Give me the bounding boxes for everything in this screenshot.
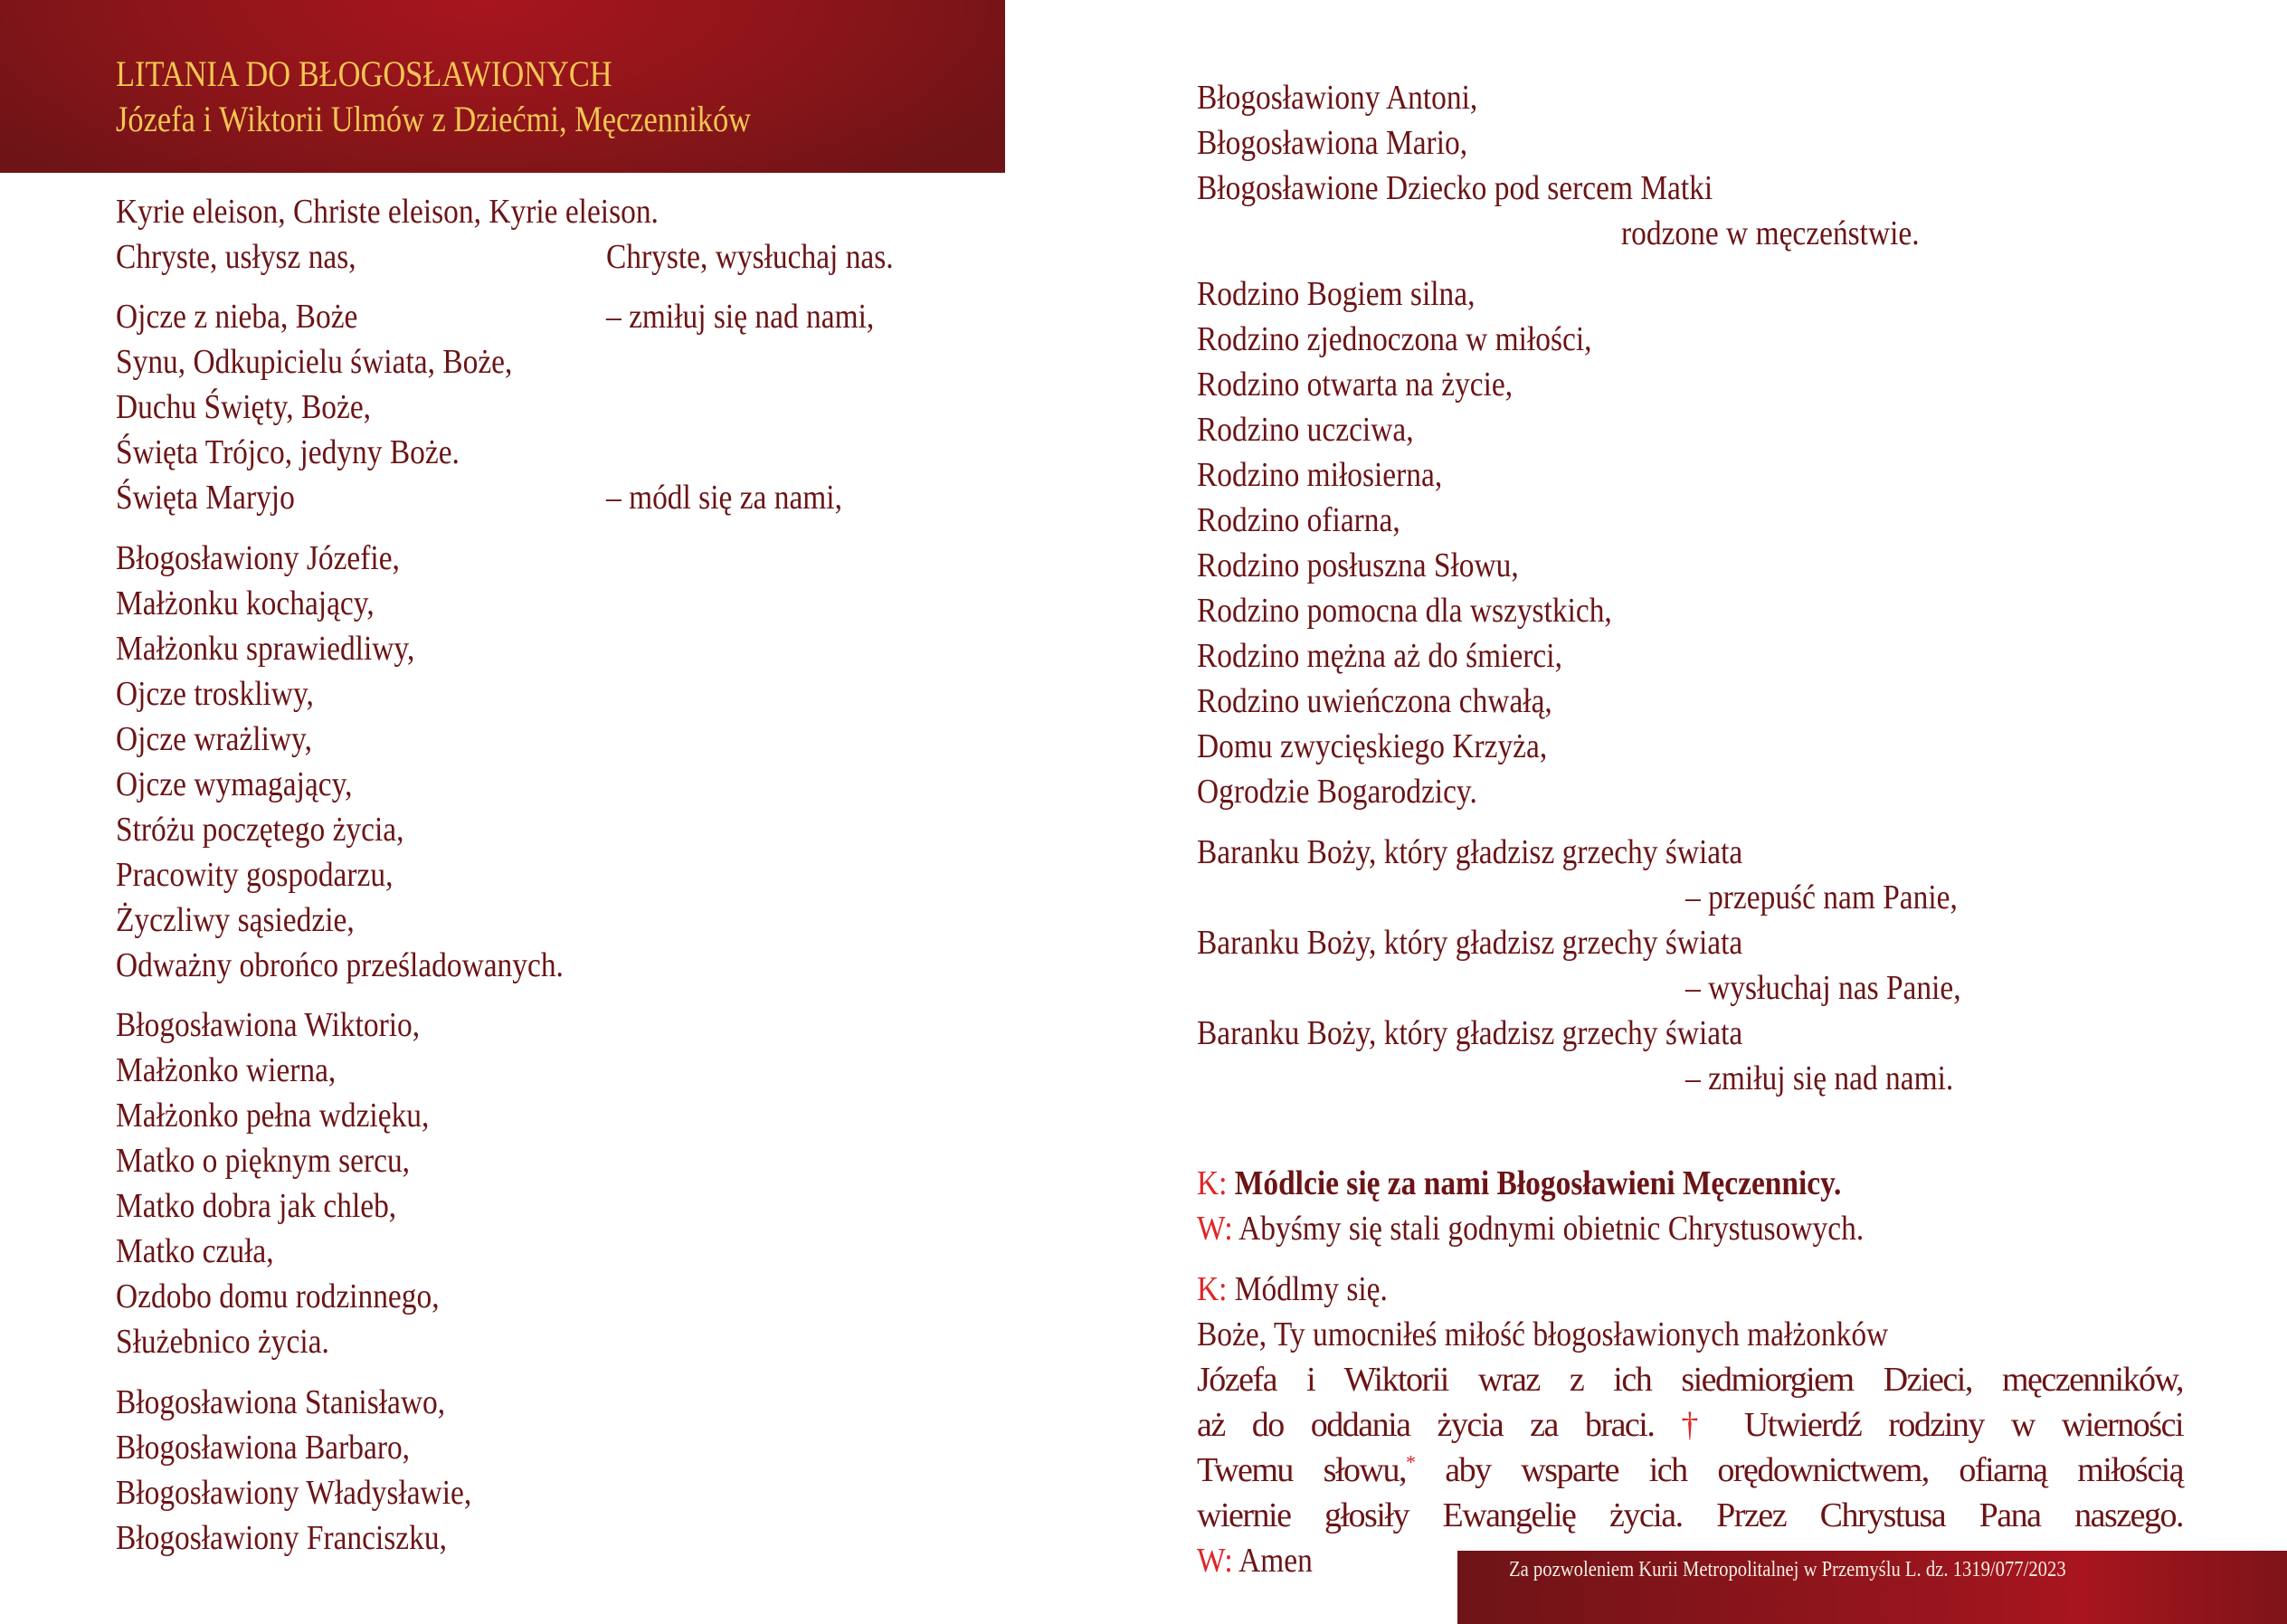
invocation: Rodzino miłosierna, bbox=[1197, 456, 1443, 494]
invocation: Błogosławiony Józefie, bbox=[116, 539, 400, 577]
agnus-dei-line: Baranku Boży, który gładzisz grzechy świata bbox=[1197, 833, 1743, 871]
amen-text: Amen bbox=[1238, 1542, 1313, 1580]
invocation: Małżonku sprawiedliwy, bbox=[116, 630, 415, 668]
invocation: Błogosławiona Mario, bbox=[1197, 124, 1468, 162]
invocation: Duchu Święty, Boże, bbox=[116, 388, 372, 426]
invocation: Rodzino ofiarna, bbox=[1197, 501, 1400, 539]
invocation: Domu zwycięskiego Krzyża, bbox=[1197, 727, 1548, 765]
invocation: Matko dobra jak chleb, bbox=[116, 1187, 397, 1225]
k-label: K: bbox=[1197, 1164, 1228, 1202]
versicle-k bbox=[1197, 1161, 1841, 1206]
invocation: Rodzino Bogiem silna, bbox=[1197, 275, 1476, 313]
invocation: Stróżu poczętego życia, bbox=[116, 811, 404, 849]
invocation: Błogosławiona Stanisławo, bbox=[116, 1383, 446, 1421]
chryste-wysluchaj: Chryste, wysłuchaj nas. bbox=[606, 238, 894, 276]
versicle-k-text: Módlcie się za nami Błogosławieni Męczennicy. bbox=[1234, 1164, 1842, 1202]
invocation: Matko czuła, bbox=[116, 1232, 274, 1270]
page-title: LITANIA DO BŁOGOSŁAWIONYCH bbox=[116, 53, 612, 94]
invocation: Ojcze z nieba, Boże bbox=[116, 298, 358, 336]
invocation: Rodzino uwieńczona chwałą, bbox=[1197, 682, 1552, 720]
page-subtitle: Józefa i Wiktorii Ulmów z Dziećmi, Męczenników bbox=[116, 99, 752, 139]
invocation: Rodzino zjednoczona w miłości, bbox=[1197, 320, 1592, 358]
invocation: Małżonko pełna wdzięku, bbox=[116, 1097, 430, 1135]
prayer-text: aż do oddania życia za braci. bbox=[1197, 1406, 1655, 1444]
invocation: Synu, Odkupicielu świata, Boże, bbox=[116, 343, 513, 381]
dagger-icon: † bbox=[1681, 1406, 1717, 1444]
imprimatur-text: Za pozwoleniem Kurii Metropolitalnej w Przemyślu L. dz. 1319/077/2023 bbox=[1509, 1558, 2066, 1581]
chryste-usłysz: Chryste, usłysz nas, bbox=[116, 238, 356, 276]
invocation: Błogosławiona Barbaro, bbox=[116, 1429, 411, 1467]
prayer-amen bbox=[1197, 1538, 1313, 1583]
prayer-line bbox=[1197, 1402, 2183, 1448]
invocation: Błogosławiony Franciszku, bbox=[116, 1519, 447, 1557]
asterisk-icon: * bbox=[1405, 1450, 1415, 1474]
invocation: Małżonko wierna, bbox=[116, 1051, 337, 1089]
prayer-text: Twemu słowu, bbox=[1197, 1451, 1406, 1489]
invocation: Ojcze wymagający, bbox=[116, 765, 353, 803]
versicle-w-text: Abyśmy się stali godnymi obietnic Chrystusowych. bbox=[1238, 1210, 1865, 1248]
agnus-dei-line: Baranku Boży, który gładzisz grzechy świata bbox=[1197, 1014, 1743, 1052]
invocation: Ozdobo domu rodzinnego, bbox=[116, 1277, 440, 1315]
prayer-line bbox=[1197, 1448, 2183, 1493]
response: – zmiłuj się nad nami, bbox=[606, 298, 875, 336]
invocation: Ogrodzie Bogarodzicy. bbox=[1197, 773, 1477, 811]
invocation: Święta Trójco, jedyny Boże. bbox=[116, 433, 460, 471]
response: – przepuść nam Panie, bbox=[1685, 878, 1958, 916]
invocation: Błogosławiony Antoni, bbox=[1197, 79, 1478, 117]
prayer-line: Józefa i Wiktorii wraz z ich siedmiorgiem Dzieci, męczenników, bbox=[1197, 1361, 2183, 1399]
kyrie-line: Kyrie eleison, Christe eleison, Kyrie eleison. bbox=[116, 193, 659, 231]
versicle-w bbox=[1197, 1206, 1864, 1251]
invocation: Święta Maryjo bbox=[116, 479, 295, 517]
invocation: Odważny obrońco prześladowanych. bbox=[116, 946, 564, 984]
invocation: Matko o pięknym sercu, bbox=[116, 1142, 411, 1180]
invocation: Błogosławiony Władysławie, bbox=[116, 1474, 472, 1512]
invocation: Rodzino otwarta na życie, bbox=[1197, 366, 1514, 404]
w-label: W: bbox=[1197, 1542, 1233, 1580]
response: – wysłuchaj nas Panie, bbox=[1685, 969, 1961, 1007]
response: – zmiłuj się nad nami. bbox=[1685, 1059, 1954, 1097]
prayer-text: Utwierdź rodziny w wierności bbox=[1743, 1406, 2183, 1444]
prayer-line: Boże, Ty umocniłeś miłość błogosławionych małżonków bbox=[1197, 1315, 1889, 1353]
invocation: Rodzino posłuszna Słowu, bbox=[1197, 546, 1519, 584]
invocation: Pracowity gospodarzu, bbox=[116, 856, 394, 894]
prayer-k bbox=[1197, 1267, 1388, 1312]
prayer-k-text: Módlmy się. bbox=[1234, 1270, 1388, 1308]
invocation: Ojcze wrażliwy, bbox=[116, 720, 312, 758]
invocation: Rodzino uczciwa, bbox=[1197, 411, 1414, 449]
invocation: Ojcze troskliwy, bbox=[116, 675, 314, 713]
invocation: Rodzino pomocna dla wszystkich, bbox=[1197, 592, 1612, 630]
invocation: Życzliwy sąsiedzie, bbox=[116, 901, 355, 939]
invocation: Błogosławione Dziecko pod sercem Matki bbox=[1197, 169, 1713, 207]
invocation: Służebnico życia. bbox=[116, 1323, 329, 1361]
invocation: Rodzino mężna aż do śmierci, bbox=[1197, 637, 1562, 675]
w-label: W: bbox=[1197, 1210, 1233, 1248]
invocation: Błogosławiona Wiktorio, bbox=[116, 1006, 421, 1044]
invocation: Małżonku kochający, bbox=[116, 584, 375, 622]
prayer-text: aby wsparte ich orędownictwem, ofiarną miłością bbox=[1445, 1451, 2184, 1489]
k-label: K: bbox=[1197, 1270, 1228, 1308]
prayer-line: wiernie głosiły Ewangelię życia. Przez Chrystusa Pana naszego. bbox=[1197, 1496, 2183, 1534]
invocation-continuation: rodzone w męczeństwie. bbox=[1621, 214, 1920, 252]
response: – módl się za nami, bbox=[606, 479, 842, 517]
agnus-dei-line: Baranku Boży, który gładzisz grzechy świata bbox=[1197, 924, 1743, 962]
